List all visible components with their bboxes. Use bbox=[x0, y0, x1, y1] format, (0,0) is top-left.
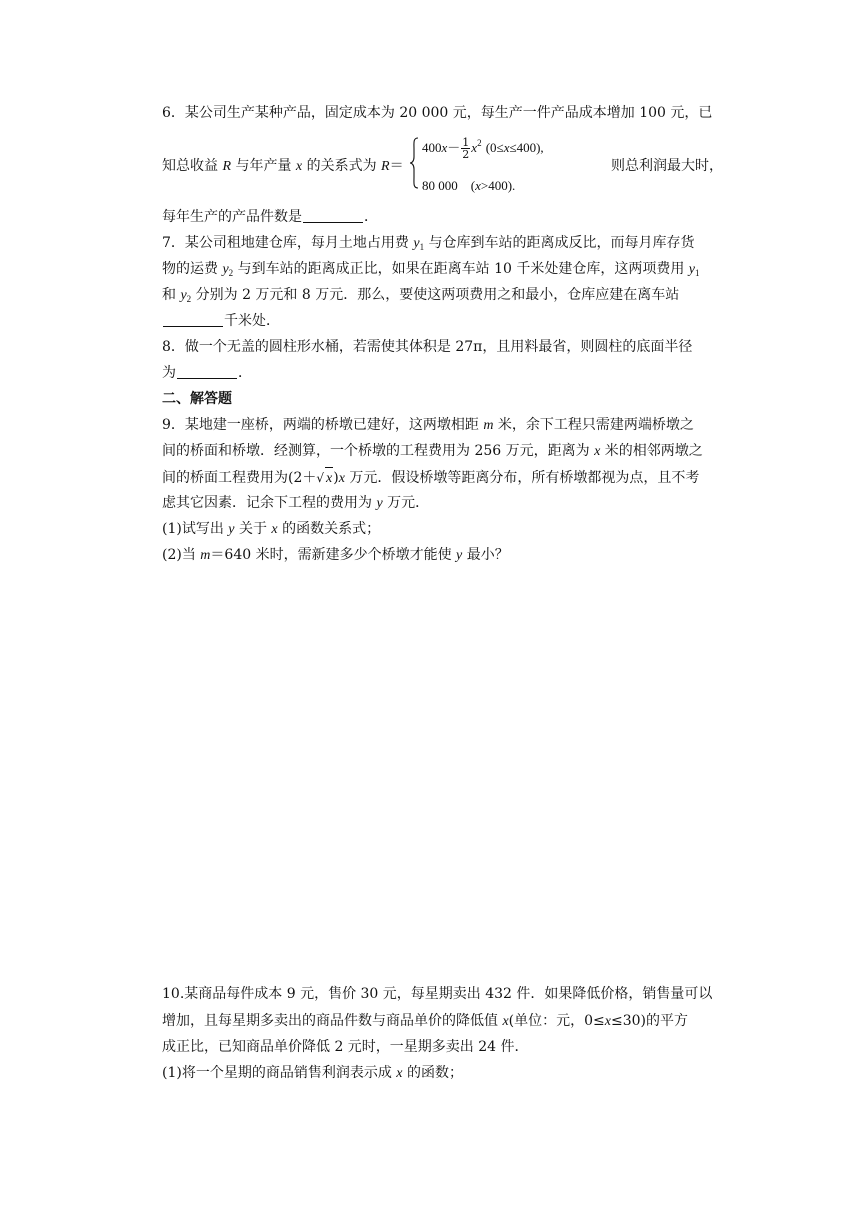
section-heading: 二、解答题 bbox=[162, 391, 232, 407]
q6-line-2-tail: 则总利润最大时， bbox=[611, 158, 723, 174]
q7-line-1: 7．某公司租地建仓库，每月土地占用费 $y_1$ 与仓库到车站的距离成反比，而每月库存货 bbox=[162, 235, 695, 252]
answer-blank[interactable] bbox=[163, 312, 223, 327]
q9-line-2: 间的桥面和桥墩．经测算，一个桥墩的工程费用为 256 万元，距离为 x 米的相邻两墩之 bbox=[162, 443, 703, 459]
q10-line-2: 增加，且每星期多卖出的商品件数与商品单价的降低值 x(单位：元，0≤x≤30)的平方 bbox=[162, 1013, 689, 1029]
left-brace-icon bbox=[409, 137, 419, 189]
q6-line-3: 每年生产的产品件数是 ． bbox=[162, 209, 378, 225]
q8-line-1: 8．做一个无盖的圆柱形水桶，若需使其体积是 27π，且用料最省，则圆柱的底面半径 bbox=[162, 339, 693, 355]
q10-part-1: (1)将一个星期的商品销售利润表示成 x 的函数； bbox=[162, 1065, 463, 1081]
q7-line-2: 物的运费 $y_2$ 与到车站的距离成正比，如果在距离车站 10 千米处建仓库，这两项费用 $y_1$ bbox=[162, 261, 700, 278]
q7-line-4: 千米处． bbox=[162, 311, 280, 331]
sqrt-radicand: x bbox=[325, 467, 333, 489]
answer-blank[interactable] bbox=[303, 208, 363, 223]
answer-blank[interactable] bbox=[177, 364, 237, 379]
q9-part-1: (1)试写出 y 关于 x 的函数关系式； bbox=[162, 521, 381, 537]
q6-line-1: 6．某公司生产某种产品，固定成本为 20 000 元，每生产一件产品成本增加 100 元，已 bbox=[162, 105, 713, 121]
q9-part-2: (2)当 m＝640 米时，需新建多少个桥墩才能使 y 最小？ bbox=[162, 547, 509, 563]
q9-line-3: 间的桥面工程费用为(2＋√ x)x 万元．假设桥墩等距离分布，所有桥墩都视为点，且不考 bbox=[162, 467, 699, 489]
q6-line-2: 知总收益 R 与年产量 x 的关系式为 R＝ bbox=[162, 158, 404, 174]
q8-line-2: 为 ． bbox=[162, 365, 252, 381]
q9-line-4: 虑其它因素．记余下工程的费用为 y 万元． bbox=[162, 495, 430, 511]
q10-line-1: 10.某商品每件成本 9 元，售价 30 元，每星期卖出 432 件．如果降低价格，销售量可以 bbox=[162, 986, 713, 1002]
square-root-icon: √ bbox=[316, 471, 325, 485]
piecewise-function bbox=[393, 133, 583, 193]
q10-line-3: 成正比，已知商品单价降低 2 元时，一星期多卖出 24 件． bbox=[162, 1039, 529, 1055]
piece-case-2: 80 000 (x>400). bbox=[422, 178, 516, 193]
q9-line-1: 9．某地建一座桥，两端的桥墩已建好，这两墩相距 m 米，余下工程只需建两端桥墩之 bbox=[162, 417, 694, 433]
q7-line-3: 和 $y_2$ 分别为 2 万元和 8 万元．那么，要使这两项费用之和最小，仓库应建在离车站 bbox=[162, 287, 680, 304]
piece-case-1: 400x－ $\frac{1}{2}$ $x^2$ (0≤x≤400), bbox=[422, 136, 544, 161]
fraction-one-half: $\frac{1}{2}$ bbox=[462, 136, 470, 161]
